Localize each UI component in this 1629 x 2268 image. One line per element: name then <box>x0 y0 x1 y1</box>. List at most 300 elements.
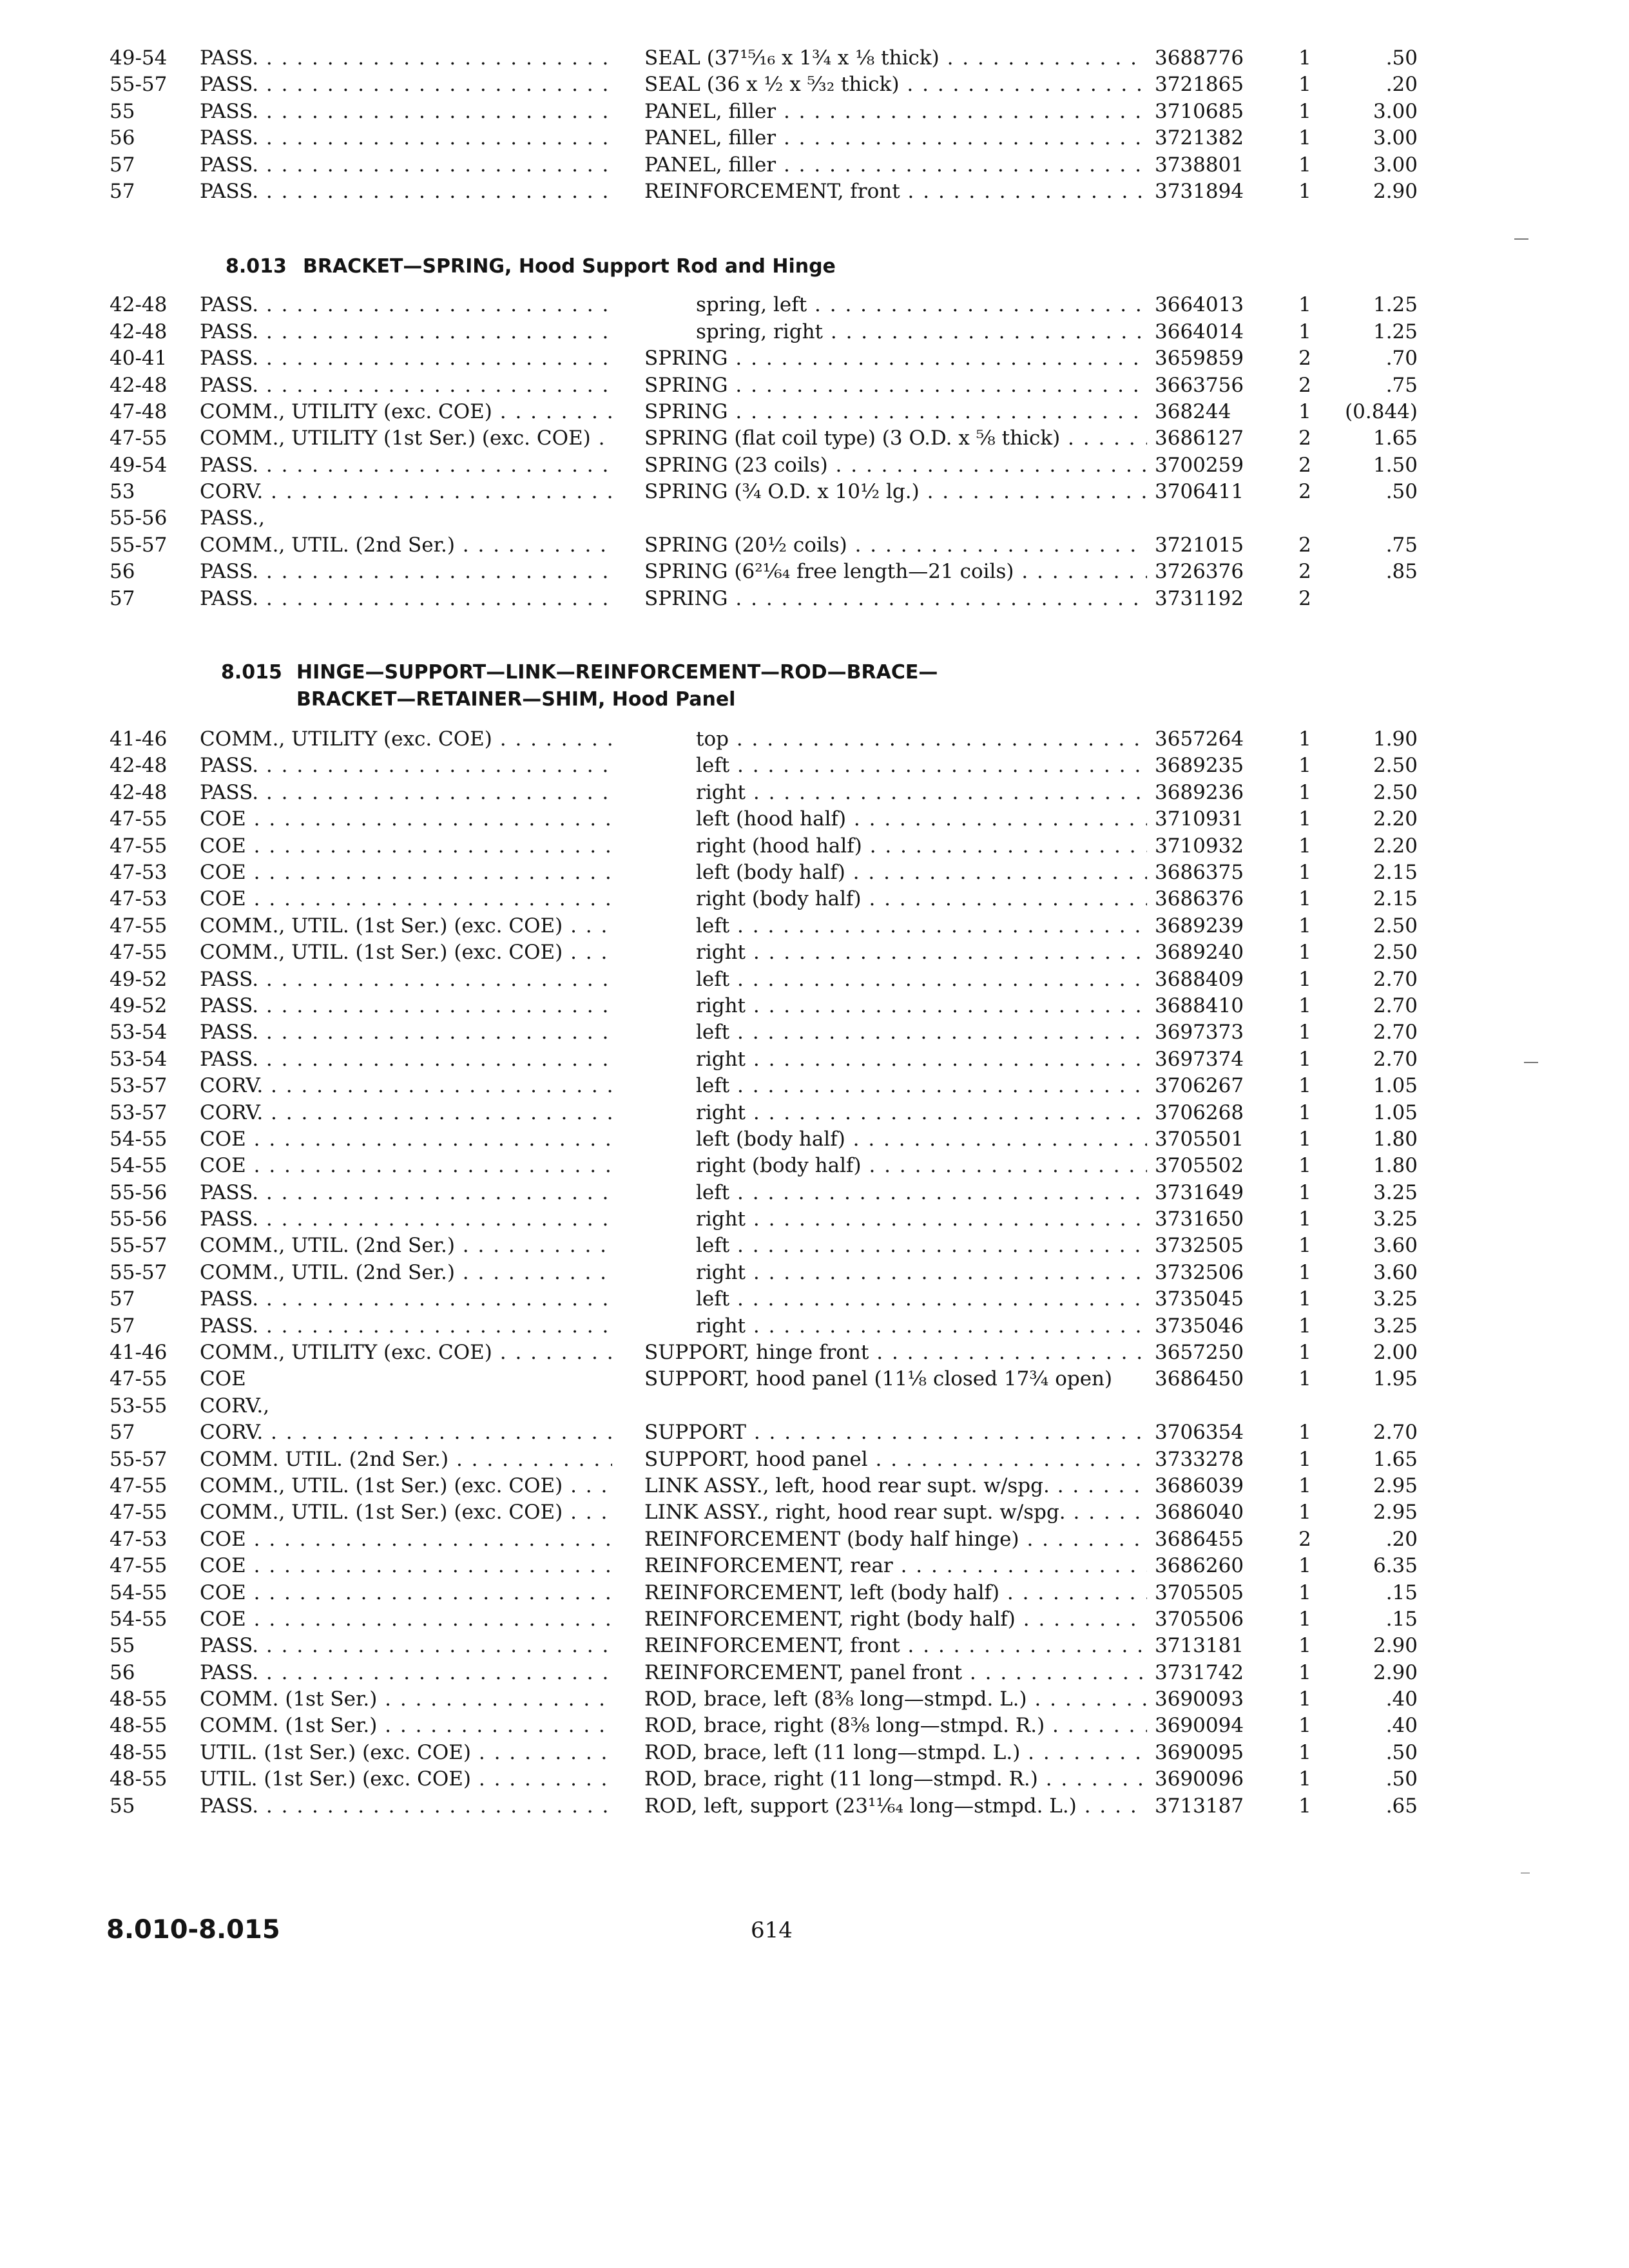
quantity-text: 1 <box>1298 153 1311 177</box>
part-description <box>696 860 1224 886</box>
model-applicability-text: PASS. . . . <box>200 374 612 397</box>
part-description-text: left . . . <box>696 1287 1224 1311</box>
year-range-text: 55-56 <box>110 1180 168 1204</box>
part-number <box>1147 178 1271 205</box>
table-row <box>103 1153 1418 1179</box>
quantity-text: 1 <box>1298 1180 1311 1204</box>
model-applicability <box>200 1606 612 1633</box>
part-description <box>696 833 1224 860</box>
quantity-text: 1 <box>1298 1581 1311 1604</box>
quantity-text: 1 <box>1298 1100 1311 1124</box>
part-number <box>1147 726 1271 753</box>
price-text: 2.15 <box>1373 887 1418 911</box>
price-text: .20 <box>1385 73 1418 97</box>
model-applicability <box>200 1153 612 1179</box>
part-description <box>644 45 1224 72</box>
year-range <box>110 1633 193 1659</box>
price <box>1327 939 1418 966</box>
table-row <box>103 345 1418 372</box>
part-number <box>1147 532 1271 559</box>
model-applicability <box>200 1713 612 1739</box>
part-description <box>696 780 1224 806</box>
part-number <box>1147 399 1271 425</box>
price-text: 2.70 <box>1373 967 1418 991</box>
part-number <box>1147 1766 1271 1792</box>
quantity-text: 1 <box>1298 1127 1311 1151</box>
quantity-text: 1 <box>1298 1687 1311 1711</box>
model-applicability-text: COE . . . <box>200 887 612 910</box>
quantity <box>1295 1100 1315 1126</box>
quantity-text: 1 <box>1298 754 1311 778</box>
year-range <box>110 45 193 72</box>
quantity <box>1295 1660 1315 1686</box>
model-applicability <box>200 1366 612 1392</box>
table-row <box>103 1340 1418 1366</box>
year-range-text: 47-55 <box>110 914 168 937</box>
quantity <box>1295 1233 1315 1259</box>
price-text: 2.90 <box>1373 1660 1418 1684</box>
part-number <box>1147 1073 1271 1099</box>
year-range-text: 55-57 <box>110 533 168 557</box>
part-number-text: 3710932 <box>1155 834 1244 858</box>
table-row <box>103 1553 1418 1579</box>
year-range <box>110 966 193 993</box>
quantity-text: 2 <box>1298 347 1311 370</box>
table-row <box>103 479 1418 505</box>
part-number <box>1147 1526 1271 1553</box>
price-text: .20 <box>1385 1527 1418 1551</box>
model-applicability-text: COMM. (1st Ser.) . . . <box>200 1687 612 1711</box>
quantity-text: 1 <box>1298 860 1311 884</box>
parts-list-8015 <box>103 726 1418 1820</box>
model-applicability <box>200 1446 612 1473</box>
model-applicability <box>200 939 612 966</box>
part-description-text: SEAL (36 x ½ x ⁵⁄₃₂ thick) . . . <box>644 73 1224 96</box>
quantity-text: 2 <box>1298 453 1311 477</box>
price <box>1327 726 1418 753</box>
quantity-text: 1 <box>1298 99 1311 123</box>
part-description <box>696 806 1224 832</box>
price-text: 2.95 <box>1373 1474 1418 1497</box>
quantity-text: 1 <box>1298 1314 1311 1338</box>
price-text: 1.65 <box>1373 427 1418 450</box>
part-number <box>1147 45 1271 72</box>
year-range-text: 55-57 <box>110 1260 168 1284</box>
year-range-text: 54-55 <box>110 1127 168 1151</box>
model-applicability-text: PASS. . . . <box>200 100 612 123</box>
table-row <box>103 1206 1418 1233</box>
parts-list-8013 <box>103 292 1418 612</box>
part-number <box>1147 1713 1271 1739</box>
part-number <box>1147 479 1271 505</box>
part-number-text: 3731649 <box>1155 1180 1244 1204</box>
model-applicability <box>200 806 612 832</box>
part-number <box>1147 1580 1271 1606</box>
part-description-text: SEAL (37¹⁵⁄₁₆ x 1¾ x ⅛ thick) . . . <box>644 46 1224 70</box>
year-range-text: 42-48 <box>110 293 168 317</box>
price <box>1327 1100 1418 1126</box>
price <box>1327 833 1418 860</box>
part-description-text: right . . . <box>696 781 1224 804</box>
part-description-text: SUPPORT, hood panel . . . <box>644 1448 1224 1471</box>
part-number <box>1147 753 1271 779</box>
model-applicability-text: PASS. . . . <box>200 754 612 777</box>
quantity-text: 1 <box>1298 1421 1311 1445</box>
table-row <box>103 1499 1418 1526</box>
part-number-text: 3731192 <box>1155 586 1244 610</box>
model-applicability <box>200 1499 612 1526</box>
model-applicability <box>200 1126 612 1153</box>
part-description-text: right . . . <box>696 1101 1224 1124</box>
part-number <box>1147 99 1271 125</box>
price-text: 2.70 <box>1373 1021 1418 1044</box>
price-text: 2.90 <box>1373 179 1418 203</box>
part-number <box>1147 152 1271 178</box>
price-text: .15 <box>1385 1607 1418 1631</box>
model-applicability <box>200 1580 612 1606</box>
model-applicability-text: CORV. . . . <box>200 480 612 503</box>
quantity <box>1295 292 1315 318</box>
part-number-text: 3686040 <box>1155 1501 1244 1524</box>
year-range-text: 57 <box>110 1287 135 1311</box>
part-description <box>644 586 1224 612</box>
part-description <box>644 345 1224 372</box>
quantity-text: 1 <box>1298 293 1311 317</box>
price <box>1327 1499 1418 1526</box>
quantity <box>1295 913 1315 939</box>
model-applicability <box>200 1419 612 1446</box>
part-description <box>644 425 1224 452</box>
part-number-text: 3697373 <box>1155 1021 1244 1044</box>
year-range-text: 48-55 <box>110 1687 168 1711</box>
model-applicability-text: COMM., UTIL. (2nd Ser.) . . . <box>200 1261 612 1284</box>
table-row <box>103 72 1418 98</box>
year-range-text: 54-55 <box>110 1581 168 1604</box>
price <box>1327 178 1418 205</box>
model-applicability-text: COE . . . <box>200 1128 612 1151</box>
part-number-text: 3690093 <box>1155 1687 1244 1711</box>
price <box>1327 1713 1418 1739</box>
quantity <box>1295 1526 1315 1553</box>
price-text: 1.80 <box>1373 1127 1418 1151</box>
model-applicability <box>200 913 612 939</box>
price <box>1327 1473 1418 1499</box>
price-text: 2.50 <box>1373 941 1418 965</box>
table-row <box>103 1046 1418 1073</box>
part-number-text: 3706354 <box>1155 1421 1244 1445</box>
part-number <box>1147 1153 1271 1179</box>
year-range <box>110 1340 193 1366</box>
part-description <box>696 1073 1224 1099</box>
quantity-text: 1 <box>1298 1740 1311 1764</box>
year-range-text: 48-55 <box>110 1740 168 1764</box>
quantity-text: 2 <box>1298 1527 1311 1551</box>
table-row <box>103 1713 1418 1739</box>
table-row <box>103 1073 1418 1099</box>
price-text: .75 <box>1385 373 1418 397</box>
part-description <box>644 72 1224 98</box>
quantity <box>1295 479 1315 505</box>
price <box>1327 345 1418 372</box>
part-description <box>696 1180 1224 1206</box>
year-range-text: 57 <box>110 586 135 610</box>
part-number-text: 3659859 <box>1155 347 1244 370</box>
model-applicability-text: PASS. . . . <box>200 781 612 804</box>
year-range-text: 49-54 <box>110 46 168 70</box>
price-text: 1.65 <box>1373 1447 1418 1471</box>
year-range-text: 47-55 <box>110 1554 168 1578</box>
price-text: .75 <box>1385 533 1418 557</box>
year-range-text: 55-56 <box>110 1207 168 1231</box>
part-description <box>644 1473 1224 1499</box>
year-range-text: 47-55 <box>110 834 168 858</box>
price-text: .50 <box>1385 1740 1418 1764</box>
part-description-text: right . . . <box>696 1314 1224 1338</box>
price-text: 1.90 <box>1373 727 1418 751</box>
quantity-text: 1 <box>1298 1207 1311 1231</box>
quantity-text: 1 <box>1298 126 1311 150</box>
price-text: .85 <box>1385 560 1418 584</box>
model-applicability-text: COMM., UTILITY (exc. COE) . . . <box>200 727 612 751</box>
part-number-text: 3664014 <box>1155 320 1244 343</box>
price <box>1327 72 1418 98</box>
table-row <box>103 1633 1418 1659</box>
model-applicability-text: PASS. . . . <box>200 994 612 1017</box>
part-number-text: 3731742 <box>1155 1660 1244 1684</box>
part-number-text: 3705505 <box>1155 1581 1244 1604</box>
year-range <box>110 860 193 886</box>
price-text: 3.25 <box>1373 1287 1418 1311</box>
year-range-text: 47-53 <box>110 887 168 911</box>
part-number <box>1147 1233 1271 1259</box>
part-description-text: ROD, left, support (23¹¹⁄₆₄ long—stmpd. L.) . . . <box>644 1794 1224 1818</box>
part-description-text: SPRING (23 coils) . . . <box>644 454 1224 477</box>
part-description <box>644 1740 1224 1766</box>
quantity <box>1295 152 1315 178</box>
part-description-text: right . . . <box>696 941 1224 964</box>
part-number <box>1147 1046 1271 1073</box>
part-number <box>1147 1019 1271 1046</box>
model-applicability <box>200 1686 612 1713</box>
part-number-text: 3690095 <box>1155 1740 1244 1764</box>
quantity-text: 1 <box>1298 914 1311 937</box>
part-description-text: SPRING . . . <box>644 374 1224 397</box>
model-applicability <box>200 45 612 72</box>
section-title-line-2: BRACKET—RETAINER—SHIM, Hood Panel <box>296 688 736 711</box>
model-applicability <box>200 292 612 318</box>
quantity <box>1295 1793 1315 1820</box>
model-applicability <box>200 1633 612 1659</box>
part-number-text: 3732506 <box>1155 1260 1244 1284</box>
model-applicability-text: PASS. . . . <box>200 560 612 583</box>
model-applicability <box>200 345 612 372</box>
model-applicability <box>200 1180 612 1206</box>
year-range-text: 57 <box>110 1314 135 1338</box>
year-range <box>110 1660 193 1686</box>
model-applicability-text: COMM. (1st Ser.) . . . <box>200 1714 612 1737</box>
model-applicability <box>200 1526 612 1553</box>
price <box>1327 479 1418 505</box>
part-number <box>1147 886 1271 912</box>
price-text: 2.70 <box>1373 1047 1418 1071</box>
part-description <box>644 452 1224 479</box>
year-range <box>110 1526 193 1553</box>
quantity-text: 1 <box>1298 1260 1311 1284</box>
table-row <box>103 806 1418 832</box>
part-description-text: left (body half) . . . <box>696 861 1224 884</box>
model-applicability-text: PASS. . . . <box>200 1661 612 1684</box>
year-range <box>110 913 193 939</box>
model-applicability-text: PASS. . . . <box>200 320 612 343</box>
model-applicability-text: COMM., UTIL. (1st Ser.) (exc. COE) . . . <box>200 1474 612 1497</box>
part-number <box>1147 1633 1271 1659</box>
model-applicability <box>200 125 612 151</box>
part-number-text: 3686376 <box>1155 887 1244 911</box>
table-row <box>103 505 1392 532</box>
part-number <box>1147 1313 1271 1340</box>
year-range-text: 47-48 <box>110 399 168 423</box>
model-applicability-text: COMM., UTIL. (2nd Ser.) . . . <box>200 1234 612 1257</box>
quantity <box>1295 1686 1315 1713</box>
price-text: 3.00 <box>1373 126 1418 150</box>
part-description-text: REINFORCEMENT, right (body half) . . . <box>644 1608 1224 1631</box>
part-number-text: 3686455 <box>1155 1527 1244 1551</box>
part-number-text: 3690094 <box>1155 1714 1244 1738</box>
table-row <box>103 45 1418 72</box>
quantity <box>1295 532 1315 559</box>
part-number-text: 3738801 <box>1155 153 1244 177</box>
table-row <box>103 1580 1418 1606</box>
quantity <box>1295 966 1315 993</box>
part-description <box>696 939 1224 966</box>
part-number-text: 3713181 <box>1155 1634 1244 1658</box>
part-description-text: right . . . <box>696 994 1224 1017</box>
price <box>1327 1766 1418 1792</box>
price <box>1327 780 1418 806</box>
quantity <box>1295 125 1315 151</box>
model-applicability <box>200 1260 612 1286</box>
model-applicability-text: PASS. . . . <box>200 1794 612 1818</box>
price <box>1327 1633 1418 1659</box>
table-row <box>103 939 1418 966</box>
price <box>1327 45 1418 72</box>
price-text: 1.25 <box>1373 320 1418 343</box>
part-number <box>1147 1553 1271 1579</box>
model-applicability <box>200 993 612 1019</box>
quantity-text: 1 <box>1298 1634 1311 1658</box>
model-applicability-text: PASS. . . . <box>200 587 612 610</box>
year-range <box>110 479 193 505</box>
year-range-text: 49-52 <box>110 967 168 991</box>
year-range <box>110 993 193 1019</box>
model-applicability <box>200 1313 612 1340</box>
year-range <box>110 452 193 479</box>
year-range <box>110 726 193 753</box>
model-applicability <box>200 586 612 612</box>
price-text: .40 <box>1385 1714 1418 1738</box>
price-text: 1.05 <box>1373 1074 1418 1098</box>
price-text: 2.50 <box>1373 780 1418 804</box>
part-description <box>644 372 1224 399</box>
price <box>1327 152 1418 178</box>
model-applicability-text: COMM., UTILITY (exc. COE) . . . <box>200 400 612 423</box>
part-description-text: right (body half) . . . <box>696 887 1224 910</box>
year-range <box>110 1473 193 1499</box>
part-description <box>696 319 1224 345</box>
table-row <box>103 1286 1418 1312</box>
part-number-text: 3688776 <box>1155 46 1244 70</box>
quantity <box>1295 806 1315 832</box>
part-number-text: 3686450 <box>1155 1367 1244 1391</box>
quantity <box>1295 1313 1315 1340</box>
quantity <box>1295 1606 1315 1633</box>
model-applicability <box>200 780 612 806</box>
quantity <box>1295 319 1315 345</box>
section-range: 8.010-8.015 <box>106 1915 280 1945</box>
price <box>1327 99 1418 125</box>
model-applicability-text: PASS., <box>200 506 265 530</box>
section-title: BRACKET—SPRING, Hood Support Rod and Hinge <box>303 255 836 278</box>
model-applicability-text: UTIL. (1st Ser.) (exc. COE) . . . <box>200 1741 612 1764</box>
year-range <box>110 1286 193 1312</box>
model-applicability <box>200 1019 612 1046</box>
part-description <box>696 1206 1224 1233</box>
part-description-text: REINFORCEMENT, rear . . . <box>644 1554 1224 1577</box>
model-applicability <box>200 1393 612 1419</box>
quantity <box>1295 1046 1315 1073</box>
quantity-text: 1 <box>1298 73 1311 97</box>
year-range <box>110 1019 193 1046</box>
year-range-text: 56 <box>110 126 135 150</box>
part-description <box>696 1313 1224 1340</box>
model-applicability-text: PASS. . . . <box>200 293 612 316</box>
model-applicability-text: PASS. . . . <box>200 1314 612 1338</box>
model-applicability <box>200 1206 612 1233</box>
table-row <box>103 125 1418 151</box>
part-number <box>1147 292 1271 318</box>
part-number-text: 3663756 <box>1155 373 1244 397</box>
part-description <box>696 1126 1224 1153</box>
margin-mark <box>1521 1872 1530 1874</box>
table-row <box>103 178 1418 205</box>
part-number-text: 3705506 <box>1155 1607 1244 1631</box>
quantity <box>1295 99 1315 125</box>
model-applicability <box>200 425 612 452</box>
quantity <box>1295 45 1315 72</box>
price-text: 6.35 <box>1373 1554 1418 1578</box>
part-number-text: 3686375 <box>1155 860 1244 884</box>
table-row <box>103 292 1418 318</box>
year-range-text: 42-48 <box>110 373 168 397</box>
part-number <box>1147 780 1271 806</box>
part-number <box>1147 1286 1271 1312</box>
price <box>1327 806 1418 832</box>
price <box>1327 913 1418 939</box>
model-applicability <box>200 1473 612 1499</box>
part-description-text: REINFORCEMENT, front . . . <box>644 180 1224 203</box>
year-range <box>110 1180 193 1206</box>
part-number <box>1147 966 1271 993</box>
model-applicability-text: COMM., UTIL. (2nd Ser.) . . . <box>200 533 612 557</box>
part-description <box>696 966 1224 993</box>
section-number: 8.015 <box>221 661 282 684</box>
part-number <box>1147 1499 1271 1526</box>
part-description <box>696 1100 1224 1126</box>
year-range-text: 55-57 <box>110 73 168 97</box>
part-description <box>696 1153 1224 1179</box>
part-number <box>1147 1740 1271 1766</box>
quantity <box>1295 452 1315 479</box>
